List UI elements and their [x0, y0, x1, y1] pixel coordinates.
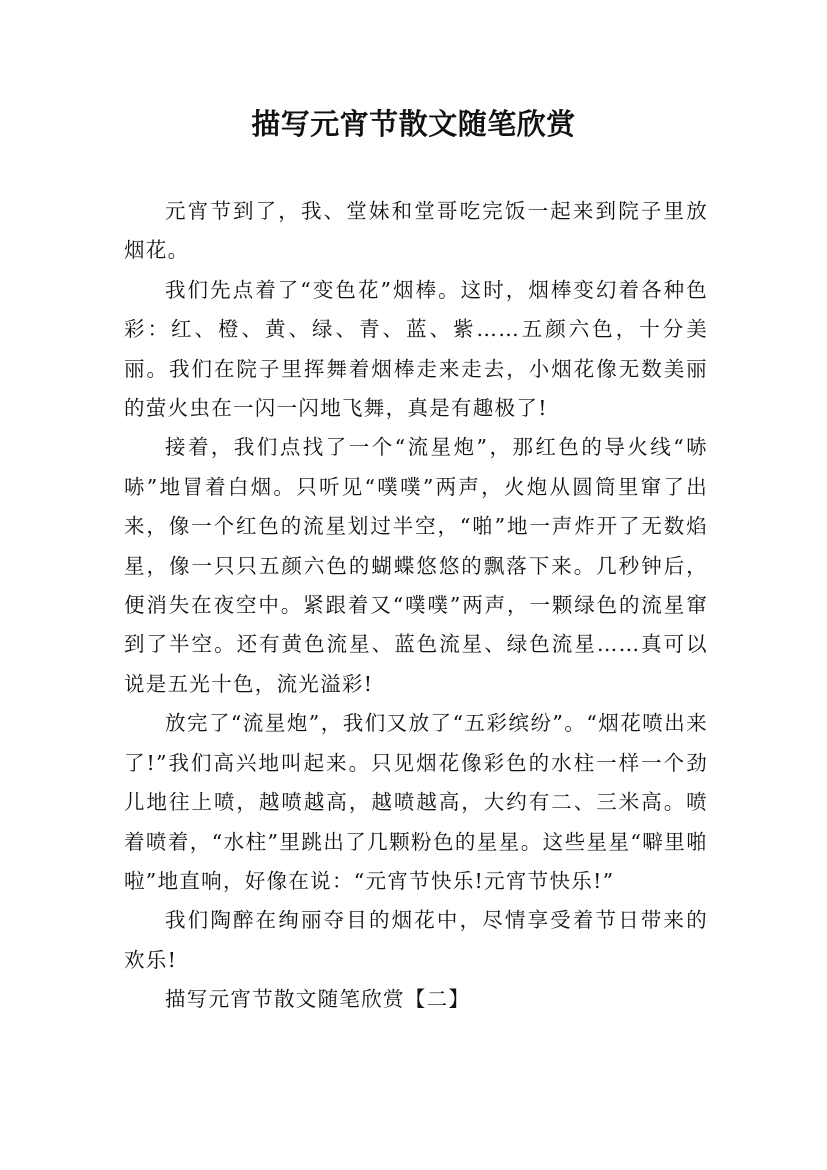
section-heading-2: 描写元宵节散文随笔欣赏【二】	[165, 987, 471, 1012]
paragraph-3: 接着，我们点找了一个“流星炮”，那红色的导火线“哧哧”地冒着白烟。只听见“噗噗”两声，火炮从圆筒里窜了出来，像一个红色的流星划过半空，“啪”地一声炸开了无数焰星，像一只只五颜六色的蝴蝶悠悠的飘落下来。几秒钟后，便消失在夜空中。紧跟着又“噗噗”两声，一颗绿色的流星窜到了半空。还有黄色流星、蓝色流星、绿色流星……真可以说是五光十色，流光溢彩!	[124, 435, 708, 696]
paragraph-2: 我们先点着了“变色花”烟棒。这时，烟棒变幻着各种色彩：红、橙、黄、绿、青、蓝、紫……五颜六色，十分美丽。我们在院子里挥舞着烟棒走来走去，小烟花像无数美丽的萤火虫在一闪一闪地飞舞，真是有趣极了!	[124, 277, 708, 421]
document-title: 描写元宵节散文随笔欣赏	[251, 107, 576, 141]
paragraph-5: 我们陶醉在绚丽夺目的烟花中，尽情享受着节日带来的欢乐!	[124, 908, 708, 972]
document-body	[124, 192, 708, 1020]
paragraph-1: 元宵节到了，我、堂妹和堂哥吃完饭一起来到院子里放烟花。	[124, 199, 708, 263]
paragraph-4: 放完了“流星炮”，我们又放了“五彩缤纷”。“烟花喷出来了!”我们高兴地叫起来。只见烟花像彩色的水柱一样一个劲儿地往上喷，越喷越高，越喷越高，大约有二、三米高。喷着喷着，“水柱”里跳出了几颗粉色的星星。这些星星“噼里啪啦”地直响，好像在说：“元宵节快乐!元宵节快乐!”	[124, 711, 708, 893]
